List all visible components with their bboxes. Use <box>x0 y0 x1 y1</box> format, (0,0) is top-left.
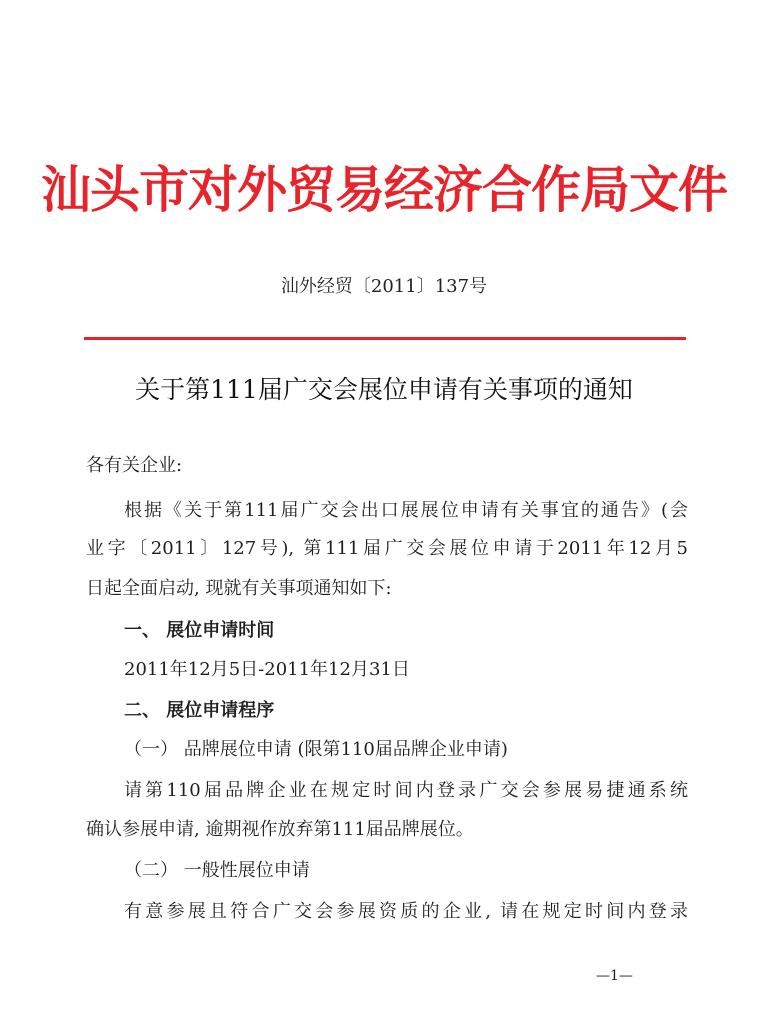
section-1-heading: 一、 展位申请时间 <box>124 620 275 641</box>
section-2-heading: 二、 展位申请程序 <box>124 700 275 721</box>
subsection-2-heading: （二） 一般性展位申请 <box>124 860 310 881</box>
document-number: 汕外经贸〔2011〕137号 <box>280 276 488 297</box>
issuer-header: 汕头市对外贸易经济合作局文件 <box>41 160 727 219</box>
section-1-text: 2011年12月5日-2011年12月31日 <box>124 659 410 680</box>
intro-line-3: 日起全面启动, 现就有关事项通知如下: <box>86 578 392 599</box>
intro-line-1: 根据《关于第111届广交会出口展展位申请有关事宜的通告》(会 <box>124 500 688 521</box>
subsection-1-line-1: 请第110届品牌企业在规定时间内登录广交会参展易捷通系统 <box>124 780 688 801</box>
subsection-1-heading: （一） 品牌展位申请 (限第110届品牌企业申请) <box>124 739 508 760</box>
document-title: 关于第111届广交会展位申请有关事项的通知 <box>135 375 633 404</box>
page-number: —1— <box>596 968 633 984</box>
subsection-2-line-1: 有意参展且符合广交会参展资质的企业, 请在规定时间内登录 <box>124 901 688 922</box>
intro-line-2: 业字〔2011〕127号), 第111届广交会展位申请于2011年12月5 <box>86 538 688 559</box>
red-divider-line <box>84 337 686 340</box>
subsection-1-line-2: 确认参展申请, 逾期视作放弃第111届品牌展位。 <box>86 819 474 840</box>
salutation: 各有关企业: <box>86 455 183 476</box>
